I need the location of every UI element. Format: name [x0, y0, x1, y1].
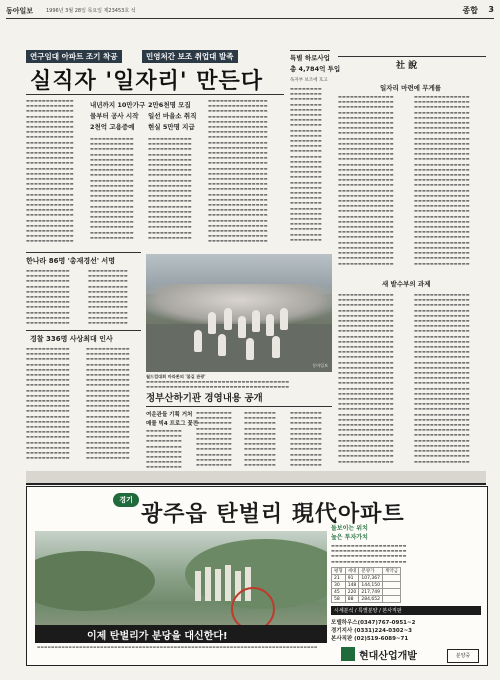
table-row	[332, 589, 401, 596]
left-story-headline: 한나라 86명 '총재경선' 서명	[26, 257, 115, 265]
news-photo	[146, 254, 332, 372]
left-body-a: ▬▬▬▬▬▬▬▬▬▬▬ ▬▬▬▬▬▬▬▬▬▬▬ ▬▬▬▬▬▬▬▬▬▬▬ ▬▬▬▬▬▬▬▬▬▬▬ ▬▬▬▬▬▬▬▬▬▬▬ ▬▬▬▬▬▬▬▬▬▬▬ ▬▬▬▬▬▬▬▬▬▬▬ ▬▬▬▬▬▬▬▬▬▬▬ ▬▬▬▬▬▬▬▬▬▬▬ ▬▬▬▬▬▬▬▬▬▬▬ ▬▬▬▬▬▬▬▬▬▬▬	[26, 268, 70, 326]
table-cell: 88	[345, 596, 359, 603]
body-column-1: ▬▬▬▬▬▬▬▬▬▬▬▬ ▬▬▬▬▬▬▬▬▬▬▬▬ ▬▬▬▬▬▬▬▬▬▬▬▬ ▬▬▬▬▬▬▬▬▬▬▬▬ ▬▬▬▬▬▬▬▬▬▬▬▬ ▬▬▬▬▬▬▬▬▬▬▬▬ ▬▬▬▬▬▬▬▬▬▬▬▬ ▬▬▬▬▬▬▬▬▬▬▬▬ ▬▬▬▬▬▬▬▬▬▬▬▬ ▬▬▬▬▬▬▬▬▬▬▬▬ ▬▬▬▬▬▬▬▬▬▬▬▬ ▬▬▬▬▬▬▬▬▬▬▬▬ ▬▬▬▬▬▬▬▬▬▬▬▬ ▬▬▬▬▬▬▬▬▬▬▬▬ ▬▬▬▬▬▬▬▬▬▬▬▬ ▬▬▬▬▬▬▬▬▬▬▬▬ ▬▬▬▬▬▬▬▬▬▬▬▬ ▬▬▬▬▬▬▬▬▬▬▬▬ ▬▬▬▬▬▬▬▬▬▬▬▬ ▬▬▬▬▬▬▬▬▬▬▬▬ ▬▬▬▬▬▬▬▬▬▬▬▬ ▬▬▬▬▬▬▬▬▬▬▬▬ ▬▬▬▬▬▬▬▬▬▬▬▬ ▬▬▬▬▬▬▬▬▬▬▬▬ ▬▬▬▬▬▬▬▬▬▬▬▬ ▬▬▬▬▬▬▬▬▬▬▬▬ ▬▬▬▬▬▬▬▬▬▬▬▬ ▬▬▬▬▬▬▬▬▬▬▬▬	[26, 98, 74, 244]
subhead-1: 내년까지 10만가구	[90, 101, 146, 109]
runner-figure	[252, 310, 260, 332]
photo-caption-body: ▬▬▬▬▬▬▬▬▬▬▬▬▬▬▬▬▬▬▬▬▬▬▬▬▬▬▬▬▬▬▬▬▬▬▬▬ ▬▬▬▬▬▬▬▬▬▬▬▬▬▬▬▬▬▬▬▬▬▬▬▬▬▬▬▬▬▬▬▬▬▬▬▬	[146, 379, 290, 389]
date-line: 1996년 3월 28일 목요일 제23453호 석	[46, 8, 136, 14]
table-header-cell: 분양가	[359, 568, 383, 575]
editorial-body-2a: ▬▬▬▬▬▬▬▬▬▬▬▬▬▬ ▬▬▬▬▬▬▬▬▬▬▬▬▬▬ ▬▬▬▬▬▬▬▬▬▬▬▬▬▬ ▬▬▬▬▬▬▬▬▬▬▬▬▬▬ ▬▬▬▬▬▬▬▬▬▬▬▬▬▬ ▬▬▬▬▬▬▬▬▬▬▬▬▬▬ ▬▬▬▬▬▬▬▬▬▬▬▬▬▬ ▬▬▬▬▬▬▬▬▬▬▬▬▬▬ ▬▬▬▬▬▬▬▬▬▬▬▬▬▬ ▬▬▬▬▬▬▬▬▬▬▬▬▬▬ ▬▬▬▬▬▬▬▬▬▬▬▬▬▬ ▬▬▬▬▬▬▬▬▬▬▬▬▬▬ ▬▬▬▬▬▬▬▬▬▬▬▬▬▬ ▬▬▬▬▬▬▬▬▬▬▬▬▬▬ ▬▬▬▬▬▬▬▬▬▬▬▬▬▬ ▬▬▬▬▬▬▬▬▬▬▬▬▬▬ ▬▬▬▬▬▬▬▬▬▬▬▬▬▬ ▬▬▬▬▬▬▬▬▬▬▬▬▬▬ ▬▬▬▬▬▬▬▬▬▬▬▬▬▬ ▬▬▬▬▬▬▬▬▬▬▬▬▬▬ ▬▬▬▬▬▬▬▬▬▬▬▬▬▬ ▬▬▬▬▬▬▬▬▬▬▬▬▬▬ ▬▬▬▬▬▬▬▬▬▬▬▬▬▬ ▬▬▬▬▬▬▬▬▬▬▬▬▬▬ ▬▬▬▬▬▬▬▬▬▬▬▬▬▬ ▬▬▬▬▬▬▬▬▬▬▬▬▬▬ ▬▬▬▬▬▬▬▬▬▬▬▬▬▬ ▬▬▬▬▬▬▬▬▬▬▬▬▬▬ ▬▬▬▬▬▬▬▬▬▬▬▬▬▬ ▬▬▬▬▬▬▬▬▬▬▬▬▬▬ ▬▬▬▬▬▬▬▬▬▬▬▬▬▬ ▬▬▬▬▬▬▬▬▬▬▬▬▬▬ ▬▬▬▬▬▬▬▬▬▬▬▬▬▬	[338, 292, 394, 464]
subhead-5: 일선 마을소 취직	[148, 112, 197, 120]
editorial-title-2: 새 밭수부의 과제	[382, 280, 431, 288]
price-table-header	[332, 568, 401, 575]
gov-headline: 정부산하기관 경영내용 공개	[146, 393, 263, 404]
side-rule	[290, 50, 330, 51]
editorial-body-2b: ▬▬▬▬▬▬▬▬▬▬▬▬▬▬ ▬▬▬▬▬▬▬▬▬▬▬▬▬▬ ▬▬▬▬▬▬▬▬▬▬▬▬▬▬ ▬▬▬▬▬▬▬▬▬▬▬▬▬▬ ▬▬▬▬▬▬▬▬▬▬▬▬▬▬ ▬▬▬▬▬▬▬▬▬▬▬▬▬▬ ▬▬▬▬▬▬▬▬▬▬▬▬▬▬ ▬▬▬▬▬▬▬▬▬▬▬▬▬▬ ▬▬▬▬▬▬▬▬▬▬▬▬▬▬ ▬▬▬▬▬▬▬▬▬▬▬▬▬▬ ▬▬▬▬▬▬▬▬▬▬▬▬▬▬ ▬▬▬▬▬▬▬▬▬▬▬▬▬▬ ▬▬▬▬▬▬▬▬▬▬▬▬▬▬ ▬▬▬▬▬▬▬▬▬▬▬▬▬▬ ▬▬▬▬▬▬▬▬▬▬▬▬▬▬ ▬▬▬▬▬▬▬▬▬▬▬▬▬▬ ▬▬▬▬▬▬▬▬▬▬▬▬▬▬ ▬▬▬▬▬▬▬▬▬▬▬▬▬▬ ▬▬▬▬▬▬▬▬▬▬▬▬▬▬ ▬▬▬▬▬▬▬▬▬▬▬▬▬▬ ▬▬▬▬▬▬▬▬▬▬▬▬▬▬ ▬▬▬▬▬▬▬▬▬▬▬▬▬▬ ▬▬▬▬▬▬▬▬▬▬▬▬▬▬ ▬▬▬▬▬▬▬▬▬▬▬▬▬▬ ▬▬▬▬▬▬▬▬▬▬▬▬▬▬ ▬▬▬▬▬▬▬▬▬▬▬▬▬▬ ▬▬▬▬▬▬▬▬▬▬▬▬▬▬ ▬▬▬▬▬▬▬▬▬▬▬▬▬▬ ▬▬▬▬▬▬▬▬▬▬▬▬▬▬ ▬▬▬▬▬▬▬▬▬▬▬▬▬▬ ▬▬▬▬▬▬▬▬▬▬▬▬▬▬ ▬▬▬▬▬▬▬▬▬▬▬▬▬▬ ▬▬▬▬▬▬▬▬▬▬▬▬▬▬	[414, 292, 470, 464]
gov-body-c: ▬▬▬▬▬▬▬▬ ▬▬▬▬▬▬▬▬ ▬▬▬▬▬▬▬▬ ▬▬▬▬▬▬▬▬ ▬▬▬▬▬▬▬▬ ▬▬▬▬▬▬▬▬ ▬▬▬▬▬▬▬▬ ▬▬▬▬▬▬▬▬ ▬▬▬▬▬▬▬▬ ▬▬▬▬▬▬▬▬ ▬▬▬▬▬▬▬▬	[244, 410, 276, 468]
side-headline-2: 총 4,784억 투입	[290, 65, 341, 73]
photo-caption-title: 월드컵대회 마라톤의 '봄길 관광'	[146, 374, 206, 379]
photo-credit: 동아일보	[312, 363, 328, 368]
table-row	[332, 575, 401, 582]
gov-sub-2: 매물 빅4 프로그 꽃전	[146, 421, 199, 427]
runner-figure	[246, 338, 254, 360]
sale-badge: 분양중	[447, 649, 479, 663]
gov-rule	[146, 406, 332, 407]
side-headline-1: 특별 하로사업	[290, 54, 330, 62]
table-cell: 144,150	[359, 582, 383, 589]
main-headline: 실직자 '일자리' 만든다	[30, 68, 264, 94]
left-story-rule	[26, 252, 141, 253]
gov-sub-1: 여운관들 기획 거처	[146, 412, 193, 418]
editorial-label: 社 說	[396, 61, 418, 71]
ad-top-rule	[26, 483, 486, 485]
table-cell: 217,749	[359, 589, 383, 596]
runner-figure	[280, 308, 288, 330]
headline-rule	[26, 94, 284, 95]
apartment-tower	[215, 569, 221, 601]
table-cell: 58	[332, 596, 346, 603]
runner-figure	[208, 312, 216, 334]
table-row	[332, 582, 401, 589]
ad-info-text: ▬▬▬▬▬▬▬▬▬▬▬▬▬▬▬▬▬▬▬ ▬▬▬▬▬▬▬▬▬▬▬▬▬▬▬▬▬▬▬ ▬▬▬▬▬▬▬▬▬▬▬▬▬▬▬▬▬▬▬ ▬▬▬▬▬▬▬▬▬▬▬▬▬▬▬▬▬▬▬	[331, 543, 407, 564]
table-cell: 21	[332, 575, 346, 582]
side-byline: 독자부 보조에 호고	[290, 78, 328, 83]
phone-branch: 경기지사 (0331)224-0302~3	[331, 628, 413, 634]
paper-name: 동아일보	[6, 7, 34, 15]
body-column-4: ▬▬▬▬▬▬▬▬▬▬▬▬▬▬▬ ▬▬▬▬▬▬▬▬▬▬▬▬▬▬▬ ▬▬▬▬▬▬▬▬▬▬▬▬▬▬▬ ▬▬▬▬▬▬▬▬▬▬▬▬▬▬▬ ▬▬▬▬▬▬▬▬▬▬▬▬▬▬▬ ▬▬▬▬▬▬▬▬▬▬▬▬▬▬▬ ▬▬▬▬▬▬▬▬▬▬▬▬▬▬▬ ▬▬▬▬▬▬▬▬▬▬▬▬▬▬▬ ▬▬▬▬▬▬▬▬▬▬▬▬▬▬▬ ▬▬▬▬▬▬▬▬▬▬▬▬▬▬▬ ▬▬▬▬▬▬▬▬▬▬▬▬▬▬▬ ▬▬▬▬▬▬▬▬▬▬▬▬▬▬▬ ▬▬▬▬▬▬▬▬▬▬▬▬▬▬▬ ▬▬▬▬▬▬▬▬▬▬▬▬▬▬▬ ▬▬▬▬▬▬▬▬▬▬▬▬▬▬▬ ▬▬▬▬▬▬▬▬▬▬▬▬▬▬▬ ▬▬▬▬▬▬▬▬▬▬▬▬▬▬▬ ▬▬▬▬▬▬▬▬▬▬▬▬▬▬▬ ▬▬▬▬▬▬▬▬▬▬▬▬▬▬▬ ▬▬▬▬▬▬▬▬▬▬▬▬▬▬▬ ▬▬▬▬▬▬▬▬▬▬▬▬▬▬▬ ▬▬▬▬▬▬▬▬▬▬▬▬▬▬▬ ▬▬▬▬▬▬▬▬▬▬▬▬▬▬▬ ▬▬▬▬▬▬▬▬▬▬▬▬▬▬▬ ▬▬▬▬▬▬▬▬▬▬▬▬▬▬▬ ▬▬▬▬▬▬▬▬▬▬▬▬▬▬▬ ▬▬▬▬▬▬▬▬▬▬▬▬▬▬▬ ▬▬▬▬▬▬▬▬▬▬▬▬▬▬▬	[208, 98, 268, 244]
table-cell: 148	[345, 582, 359, 589]
body-column-3: ▬▬▬▬▬▬▬▬▬▬▬ ▬▬▬▬▬▬▬▬▬▬▬ ▬▬▬▬▬▬▬▬▬▬▬ ▬▬▬▬▬▬▬▬▬▬▬ ▬▬▬▬▬▬▬▬▬▬▬ ▬▬▬▬▬▬▬▬▬▬▬ ▬▬▬▬▬▬▬▬▬▬▬ ▬▬▬▬▬▬▬▬▬▬▬ ▬▬▬▬▬▬▬▬▬▬▬ ▬▬▬▬▬▬▬▬▬▬▬ ▬▬▬▬▬▬▬▬▬▬▬ ▬▬▬▬▬▬▬▬▬▬▬ ▬▬▬▬▬▬▬▬▬▬▬ ▬▬▬▬▬▬▬▬▬▬▬ ▬▬▬▬▬▬▬▬▬▬▬ ▬▬▬▬▬▬▬▬▬▬▬ ▬▬▬▬▬▬▬▬▬▬▬ ▬▬▬▬▬▬▬▬▬▬▬ ▬▬▬▬▬▬▬▬▬▬▬ ▬▬▬▬▬▬▬▬▬▬▬	[148, 136, 192, 240]
ad-title: 광주읍 탄벌리 現代아파트	[141, 502, 405, 527]
table-cell: 30	[332, 582, 346, 589]
runner-figure	[272, 336, 280, 358]
table-cell	[383, 575, 401, 582]
ad-footer-bar: 시세분석 / 특별분양 / 본사직판	[331, 606, 481, 615]
runner-figure	[224, 308, 232, 330]
gov-body-d: ▬▬▬▬▬▬▬▬ ▬▬▬▬▬▬▬▬ ▬▬▬▬▬▬▬▬ ▬▬▬▬▬▬▬▬ ▬▬▬▬▬▬▬▬ ▬▬▬▬▬▬▬▬ ▬▬▬▬▬▬▬▬ ▬▬▬▬▬▬▬▬ ▬▬▬▬▬▬▬▬ ▬▬▬▬▬▬▬▬ ▬▬▬▬▬▬▬▬	[290, 410, 322, 468]
table-header-cell: 계약금	[383, 568, 401, 575]
company-name: 현대산업개발	[359, 651, 417, 662]
police-body-a: ▬▬▬▬▬▬▬▬▬▬▬ ▬▬▬▬▬▬▬▬▬▬▬ ▬▬▬▬▬▬▬▬▬▬▬ ▬▬▬▬▬▬▬▬▬▬▬ ▬▬▬▬▬▬▬▬▬▬▬ ▬▬▬▬▬▬▬▬▬▬▬ ▬▬▬▬▬▬▬▬▬▬▬ ▬▬▬▬▬▬▬▬▬▬▬ ▬▬▬▬▬▬▬▬▬▬▬ ▬▬▬▬▬▬▬▬▬▬▬ ▬▬▬▬▬▬▬▬▬▬▬ ▬▬▬▬▬▬▬▬▬▬▬ ▬▬▬▬▬▬▬▬▬▬▬ ▬▬▬▬▬▬▬▬▬▬▬ ▬▬▬▬▬▬▬▬▬▬▬ ▬▬▬▬▬▬▬▬▬▬▬ ▬▬▬▬▬▬▬▬▬▬▬ ▬▬▬▬▬▬▬▬▬▬▬ ▬▬▬▬▬▬▬▬▬▬▬ ▬▬▬▬▬▬▬▬▬▬▬ ▬▬▬▬▬▬▬▬▬▬▬ ▬▬▬▬▬▬▬▬▬▬▬	[26, 346, 70, 461]
table-cell: 284,652	[359, 596, 383, 603]
apartment-tower	[225, 565, 231, 601]
table-cell	[383, 596, 401, 603]
table-header-cell: 평형	[332, 568, 346, 575]
price-table	[331, 567, 401, 603]
main-subheads-a	[90, 100, 150, 133]
kicker-banner-2: 민영처간 보조 취업대 발족	[142, 50, 238, 63]
company-logo-icon	[341, 647, 355, 661]
region-badge: 경기	[113, 493, 139, 507]
runner-figure	[218, 334, 226, 356]
editorial-rule	[338, 56, 486, 57]
ad-fineprint: ▬▬▬▬▬▬▬▬▬▬▬▬▬▬▬▬▬▬▬▬▬▬▬▬▬▬▬▬▬▬▬▬▬▬▬▬▬▬▬▬▬▬▬▬▬▬▬▬▬▬▬▬▬▬▬▬▬▬▬▬▬▬▬▬▬▬▬▬▬▬▬▬▬▬▬▬▬▬▬▬	[37, 645, 318, 649]
kicker-banner-1: 연구임대 아파트 조기 착공	[26, 50, 122, 63]
table-cell: 45	[332, 589, 346, 596]
subhead-4: 2만6천명 모집	[148, 101, 191, 109]
hill-shape	[35, 551, 155, 611]
section-name: 종합	[462, 6, 478, 15]
apartment-tower	[205, 567, 211, 601]
sidebar-line-2: 높은 투자가치	[331, 534, 368, 541]
table-cell: 220	[345, 589, 359, 596]
side-body: ▬▬▬▬▬▬▬▬ ▬▬▬▬▬▬▬▬ ▬▬▬▬▬▬▬▬ ▬▬▬▬▬▬▬▬ ▬▬▬▬▬▬▬▬ ▬▬▬▬▬▬▬▬ ▬▬▬▬▬▬▬▬ ▬▬▬▬▬▬▬▬ ▬▬▬▬▬▬▬▬ ▬▬▬▬▬▬▬▬ ▬▬▬▬▬▬▬▬ ▬▬▬▬▬▬▬▬ ▬▬▬▬▬▬▬▬ ▬▬▬▬▬▬▬▬ ▬▬▬▬▬▬▬▬ ▬▬▬▬▬▬▬▬ ▬▬▬▬▬▬▬▬ ▬▬▬▬▬▬▬▬ ▬▬▬▬▬▬▬▬ ▬▬▬▬▬▬▬▬ ▬▬▬▬▬▬▬▬ ▬▬▬▬▬▬▬▬ ▬▬▬▬▬▬▬▬ ▬▬▬▬▬▬▬▬ ▬▬▬▬▬▬▬▬ ▬▬▬▬▬▬▬▬ ▬▬▬▬▬▬▬▬ ▬▬▬▬▬▬▬▬ ▬▬▬▬▬▬▬▬ ▬▬▬▬▬▬▬▬	[290, 86, 322, 242]
gov-body-a: ▬▬▬▬▬▬▬▬▬ ▬▬▬▬▬▬▬▬▬ ▬▬▬▬▬▬▬▬▬ ▬▬▬▬▬▬▬▬▬ ▬▬▬▬▬▬▬▬▬ ▬▬▬▬▬▬▬▬▬ ▬▬▬▬▬▬▬▬▬ ▬▬▬▬▬▬▬▬▬	[146, 428, 182, 468]
police-rule	[26, 330, 141, 331]
phone-hq: 본사직판 (02)519-6089~71	[331, 636, 409, 642]
table-cell: 91	[345, 575, 359, 582]
subhead-2: 물부터 공사 시작	[90, 112, 139, 120]
table-row	[332, 596, 401, 603]
subhead-3: 2천억 고용증예	[90, 123, 135, 131]
left-body-b: ▬▬▬▬▬▬▬▬▬▬ ▬▬▬▬▬▬▬▬▬▬ ▬▬▬▬▬▬▬▬▬▬ ▬▬▬▬▬▬▬▬▬▬ ▬▬▬▬▬▬▬▬▬▬ ▬▬▬▬▬▬▬▬▬▬ ▬▬▬▬▬▬▬▬▬▬ ▬▬▬▬▬▬▬▬▬▬ ▬▬▬▬▬▬▬▬▬▬ ▬▬▬▬▬▬▬▬▬▬ ▬▬▬▬▬▬▬▬▬▬	[88, 268, 128, 326]
main-subheads-b	[148, 100, 208, 133]
editorial-body-1b: ▬▬▬▬▬▬▬▬▬▬▬▬▬▬ ▬▬▬▬▬▬▬▬▬▬▬▬▬▬ ▬▬▬▬▬▬▬▬▬▬▬▬▬▬ ▬▬▬▬▬▬▬▬▬▬▬▬▬▬ ▬▬▬▬▬▬▬▬▬▬▬▬▬▬ ▬▬▬▬▬▬▬▬▬▬▬▬▬▬ ▬▬▬▬▬▬▬▬▬▬▬▬▬▬ ▬▬▬▬▬▬▬▬▬▬▬▬▬▬ ▬▬▬▬▬▬▬▬▬▬▬▬▬▬ ▬▬▬▬▬▬▬▬▬▬▬▬▬▬ ▬▬▬▬▬▬▬▬▬▬▬▬▬▬ ▬▬▬▬▬▬▬▬▬▬▬▬▬▬ ▬▬▬▬▬▬▬▬▬▬▬▬▬▬ ▬▬▬▬▬▬▬▬▬▬▬▬▬▬ ▬▬▬▬▬▬▬▬▬▬▬▬▬▬ ▬▬▬▬▬▬▬▬▬▬▬▬▬▬ ▬▬▬▬▬▬▬▬▬▬▬▬▬▬ ▬▬▬▬▬▬▬▬▬▬▬▬▬▬ ▬▬▬▬▬▬▬▬▬▬▬▬▬▬ ▬▬▬▬▬▬▬▬▬▬▬▬▬▬ ▬▬▬▬▬▬▬▬▬▬▬▬▬▬ ▬▬▬▬▬▬▬▬▬▬▬▬▬▬ ▬▬▬▬▬▬▬▬▬▬▬▬▬▬ ▬▬▬▬▬▬▬▬▬▬▬▬▬▬ ▬▬▬▬▬▬▬▬▬▬▬▬▬▬ ▬▬▬▬▬▬▬▬▬▬▬▬▬▬ ▬▬▬▬▬▬▬▬▬▬▬▬▬▬ ▬▬▬▬▬▬▬▬▬▬▬▬▬▬ ▬▬▬▬▬▬▬▬▬▬▬▬▬▬ ▬▬▬▬▬▬▬▬▬▬▬▬▬▬ ▬▬▬▬▬▬▬▬▬▬▬▬▬▬ ▬▬▬▬▬▬▬▬▬▬▬▬▬▬ ▬▬▬▬▬▬▬▬▬▬▬▬▬▬	[414, 94, 470, 266]
ad-info-panel	[331, 523, 481, 653]
phone-modelhouse: 모델하우스(0347)767-0951~2	[331, 620, 416, 626]
table-header-cell: 세대	[345, 568, 359, 575]
runner-figure	[238, 316, 246, 338]
police-body-b: ▬▬▬▬▬▬▬▬▬▬▬ ▬▬▬▬▬▬▬▬▬▬▬ ▬▬▬▬▬▬▬▬▬▬▬ ▬▬▬▬▬▬▬▬▬▬▬ ▬▬▬▬▬▬▬▬▬▬▬ ▬▬▬▬▬▬▬▬▬▬▬ ▬▬▬▬▬▬▬▬▬▬▬ ▬▬▬▬▬▬▬▬▬▬▬ ▬▬▬▬▬▬▬▬▬▬▬ ▬▬▬▬▬▬▬▬▬▬▬ ▬▬▬▬▬▬▬▬▬▬▬ ▬▬▬▬▬▬▬▬▬▬▬ ▬▬▬▬▬▬▬▬▬▬▬ ▬▬▬▬▬▬▬▬▬▬▬ ▬▬▬▬▬▬▬▬▬▬▬ ▬▬▬▬▬▬▬▬▬▬▬ ▬▬▬▬▬▬▬▬▬▬▬ ▬▬▬▬▬▬▬▬▬▬▬ ▬▬▬▬▬▬▬▬▬▬▬ ▬▬▬▬▬▬▬▬▬▬▬ ▬▬▬▬▬▬▬▬▬▬▬ ▬▬▬▬▬▬▬▬▬▬▬	[86, 346, 130, 461]
ad-aerial-illustration	[35, 531, 327, 635]
table-cell: 107,367	[359, 575, 383, 582]
photo-caption	[146, 374, 332, 389]
ad-slogan: 이제 탄벌리가 분당을 대신한다!	[87, 631, 228, 642]
runner-figure	[194, 330, 202, 352]
editorial-title-1: 일자리 마련에 무게를	[380, 84, 442, 92]
masthead-bar	[6, 4, 494, 19]
sidebar-line-1: 돌보이는 위치	[331, 525, 368, 532]
police-headline: 경찰 336명 사상최대 인사	[30, 335, 113, 343]
ad-strip	[26, 471, 486, 483]
page-number: 3	[488, 5, 494, 14]
editorial-body-1a: ▬▬▬▬▬▬▬▬▬▬▬▬▬▬ ▬▬▬▬▬▬▬▬▬▬▬▬▬▬ ▬▬▬▬▬▬▬▬▬▬▬▬▬▬ ▬▬▬▬▬▬▬▬▬▬▬▬▬▬ ▬▬▬▬▬▬▬▬▬▬▬▬▬▬ ▬▬▬▬▬▬▬▬▬▬▬▬▬▬ ▬▬▬▬▬▬▬▬▬▬▬▬▬▬ ▬▬▬▬▬▬▬▬▬▬▬▬▬▬ ▬▬▬▬▬▬▬▬▬▬▬▬▬▬ ▬▬▬▬▬▬▬▬▬▬▬▬▬▬ ▬▬▬▬▬▬▬▬▬▬▬▬▬▬ ▬▬▬▬▬▬▬▬▬▬▬▬▬▬ ▬▬▬▬▬▬▬▬▬▬▬▬▬▬ ▬▬▬▬▬▬▬▬▬▬▬▬▬▬ ▬▬▬▬▬▬▬▬▬▬▬▬▬▬ ▬▬▬▬▬▬▬▬▬▬▬▬▬▬ ▬▬▬▬▬▬▬▬▬▬▬▬▬▬ ▬▬▬▬▬▬▬▬▬▬▬▬▬▬ ▬▬▬▬▬▬▬▬▬▬▬▬▬▬ ▬▬▬▬▬▬▬▬▬▬▬▬▬▬ ▬▬▬▬▬▬▬▬▬▬▬▬▬▬ ▬▬▬▬▬▬▬▬▬▬▬▬▬▬ ▬▬▬▬▬▬▬▬▬▬▬▬▬▬ ▬▬▬▬▬▬▬▬▬▬▬▬▬▬ ▬▬▬▬▬▬▬▬▬▬▬▬▬▬ ▬▬▬▬▬▬▬▬▬▬▬▬▬▬ ▬▬▬▬▬▬▬▬▬▬▬▬▬▬ ▬▬▬▬▬▬▬▬▬▬▬▬▬▬ ▬▬▬▬▬▬▬▬▬▬▬▬▬▬ ▬▬▬▬▬▬▬▬▬▬▬▬▬▬ ▬▬▬▬▬▬▬▬▬▬▬▬▬▬ ▬▬▬▬▬▬▬▬▬▬▬▬▬▬ ▬▬▬▬▬▬▬▬▬▬▬▬▬▬	[338, 94, 394, 266]
runner-figure	[266, 314, 274, 336]
gov-body-b: ▬▬▬▬▬▬▬▬▬ ▬▬▬▬▬▬▬▬▬ ▬▬▬▬▬▬▬▬▬ ▬▬▬▬▬▬▬▬▬ ▬▬▬▬▬▬▬▬▬ ▬▬▬▬▬▬▬▬▬ ▬▬▬▬▬▬▬▬▬ ▬▬▬▬▬▬▬▬▬ ▬▬▬▬▬▬▬▬▬ ▬▬▬▬▬▬▬▬▬ ▬▬▬▬▬▬▬▬▬	[196, 410, 232, 468]
table-cell	[383, 589, 401, 596]
subhead-6: 현실 5만명 지급	[148, 123, 195, 131]
body-column-2: ▬▬▬▬▬▬▬▬▬▬▬ ▬▬▬▬▬▬▬▬▬▬▬ ▬▬▬▬▬▬▬▬▬▬▬ ▬▬▬▬▬▬▬▬▬▬▬ ▬▬▬▬▬▬▬▬▬▬▬ ▬▬▬▬▬▬▬▬▬▬▬ ▬▬▬▬▬▬▬▬▬▬▬ ▬▬▬▬▬▬▬▬▬▬▬ ▬▬▬▬▬▬▬▬▬▬▬ ▬▬▬▬▬▬▬▬▬▬▬ ▬▬▬▬▬▬▬▬▬▬▬ ▬▬▬▬▬▬▬▬▬▬▬ ▬▬▬▬▬▬▬▬▬▬▬ ▬▬▬▬▬▬▬▬▬▬▬ ▬▬▬▬▬▬▬▬▬▬▬ ▬▬▬▬▬▬▬▬▬▬▬ ▬▬▬▬▬▬▬▬▬▬▬ ▬▬▬▬▬▬▬▬▬▬▬ ▬▬▬▬▬▬▬▬▬▬▬ ▬▬▬▬▬▬▬▬▬▬▬	[90, 136, 134, 240]
apartment-tower	[195, 571, 201, 601]
table-cell	[383, 582, 401, 589]
apartment-ad	[26, 486, 488, 666]
